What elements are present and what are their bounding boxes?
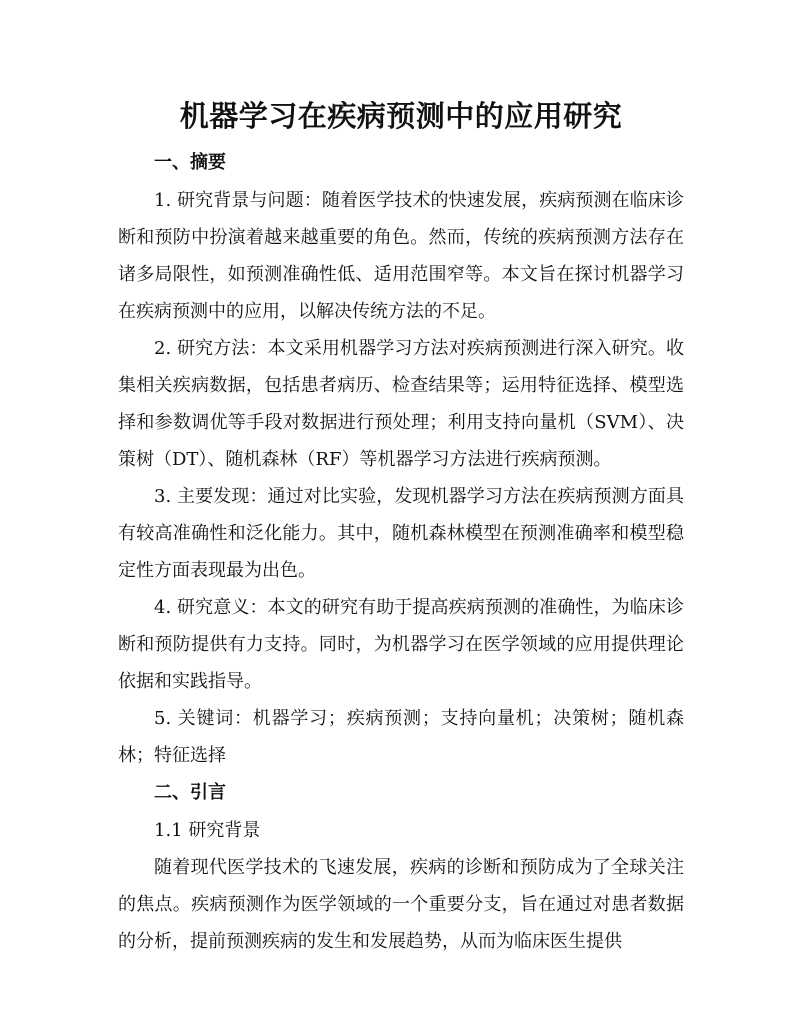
document-title: 机器学习在疾病预测中的应用研究 [179, 99, 623, 133]
abstract-paragraph-background: 1. 研究背景与问题：随着医学技术的快速发展，疾病预测在临床诊断和预防中扮演着越来越重要的角色。然而，传统的疾病预测方法存在诸多局限性，如预测准确性低、适用范围窄等。本文旨在探讨机器学习在疾病预测中的应用，以解决传统方法的不足。 [118, 190, 684, 322]
subsection-heading-background: 1.1 研究背景 [154, 820, 261, 841]
section-heading-introduction: 二、引言 [154, 782, 226, 803]
document-page [118, 0, 684, 960]
abstract-paragraph-keywords: 5. 关键词：机器学习；疾病预测；支持向量机；决策树；随机森林；特征选择 [118, 708, 684, 766]
abstract-paragraph-findings: 3. 主要发现：通过对比实验，发现机器学习方法在疾病预测方面具有较高准确性和泛化能力。其中，随机森林模型在预测准确率和模型稳定性方面表现最为出色。 [118, 486, 684, 581]
introduction-paragraph: 随着现代医学技术的飞速发展，疾病的诊断和预防成为了全球关注的焦点。疾病预测作为医学领域的一个重要分支，旨在通过对患者数据的分析，提前预测疾病的发生和发展趋势，从而为临床医生提供 [118, 857, 684, 952]
abstract-paragraph-significance: 4. 研究意义：本文的研究有助于提高疾病预测的准确性，为临床诊断和预防提供有力支持。同时，为机器学习在医学领域的应用提供理论依据和实践指导。 [118, 597, 684, 692]
section-heading-abstract: 一、摘要 [154, 152, 226, 173]
abstract-paragraph-methods: 2. 研究方法：本文采用机器学习方法对疾病预测进行深入研究。收集相关疾病数据，包括患者病历、检查结果等；运用特征选择、模型选择和参数调优等手段对数据进行预处理；利用支持向量机（SVM）、决策树（DT）、随机森林（RF）等机器学习方法进行疾病预测。 [118, 338, 684, 470]
